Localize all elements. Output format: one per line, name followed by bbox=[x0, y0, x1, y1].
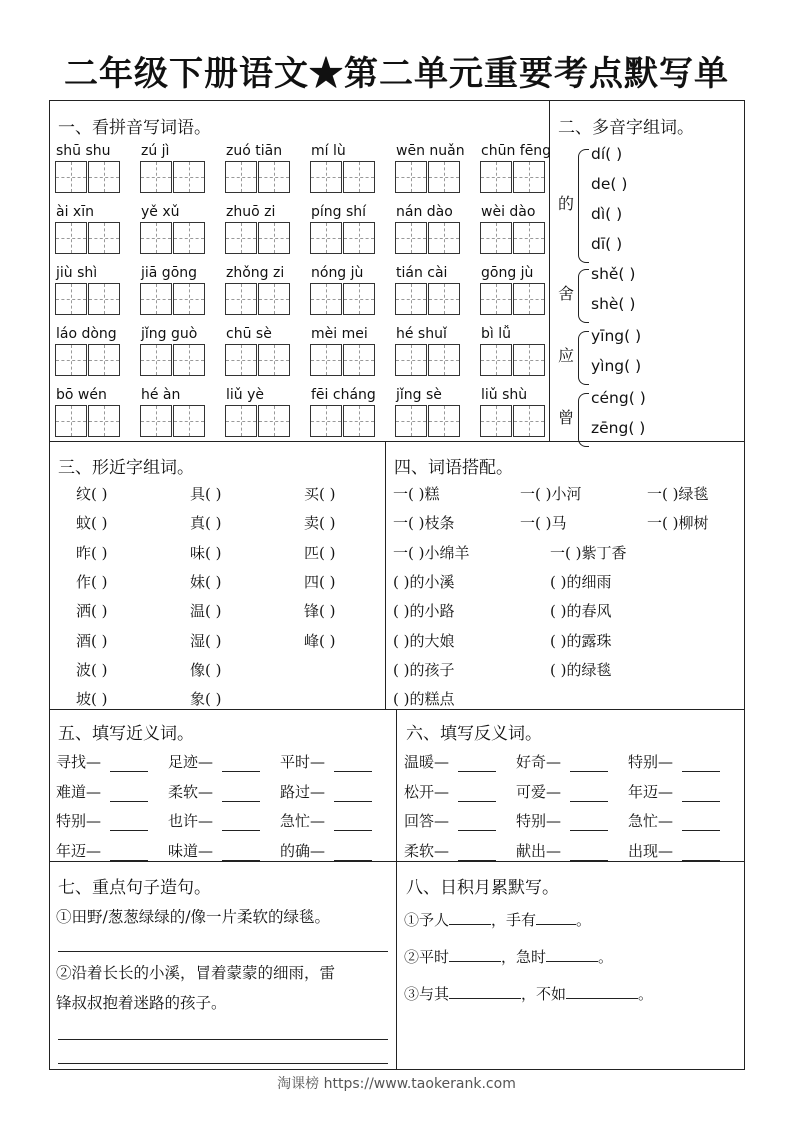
pinyin-label: yě xǔ bbox=[141, 204, 180, 220]
answer-blank bbox=[334, 771, 372, 772]
matching-item: 一( )紫丁香 bbox=[550, 543, 627, 562]
tianzige-box bbox=[310, 283, 342, 315]
tianzige-box bbox=[310, 405, 342, 437]
tianzige-box bbox=[88, 222, 120, 254]
divider bbox=[50, 861, 744, 862]
pinyin-label: zhǒng zi bbox=[226, 265, 285, 281]
section-4-heading: 四、词语搭配。 bbox=[394, 458, 513, 478]
similar-char-item: 湿( ) bbox=[190, 631, 222, 650]
similar-char-item: 作( ) bbox=[76, 572, 108, 591]
tianzige-box bbox=[310, 161, 342, 193]
word-prompt: 年迈— bbox=[56, 841, 102, 860]
tianzige-box bbox=[88, 161, 120, 193]
brace bbox=[578, 393, 589, 447]
worksheet-frame bbox=[49, 100, 745, 1070]
pinyin-label: tián cài bbox=[396, 265, 448, 281]
answer-blank bbox=[570, 801, 608, 802]
tianzige-box bbox=[258, 222, 290, 254]
pinyin-label: liǔ yè bbox=[226, 387, 265, 403]
pinyin-label: jǐng guò bbox=[141, 326, 198, 342]
tianzige-box bbox=[258, 405, 290, 437]
answer-blank bbox=[458, 830, 496, 831]
answer-blank bbox=[682, 771, 720, 772]
tianzige-box bbox=[395, 161, 427, 193]
word-prompt: 温暖— bbox=[404, 753, 450, 771]
sentence-prompt-1: ①田野/葱葱绿绿的/像一片柔软的绿毯。 bbox=[56, 908, 330, 926]
tianzige-box bbox=[343, 161, 375, 193]
section-6-heading: 六、填写反义词。 bbox=[406, 724, 542, 744]
word-prompt: 的确— bbox=[280, 841, 326, 860]
tianzige-box bbox=[480, 344, 512, 376]
tianzige-box bbox=[513, 405, 545, 437]
pinyin-label: wèi dào bbox=[481, 204, 536, 220]
word-prompt: 急忙— bbox=[628, 812, 674, 830]
tianzige-box bbox=[513, 222, 545, 254]
pinyin-label: jiù shì bbox=[56, 265, 98, 281]
tianzige-box bbox=[140, 283, 172, 315]
similar-char-item: 蚊( ) bbox=[76, 514, 108, 533]
polyphone-char: 舍 bbox=[558, 284, 575, 303]
pinyin-label: nán dào bbox=[396, 204, 453, 220]
tianzige-box bbox=[173, 222, 205, 254]
matching-item: ( )的露珠 bbox=[550, 631, 612, 650]
matching-item: ( )的绿毯 bbox=[550, 660, 612, 679]
tianzige-box bbox=[173, 161, 205, 193]
matching-item: ( )的小路 bbox=[393, 602, 455, 621]
tianzige-box bbox=[310, 344, 342, 376]
tianzige-box bbox=[480, 283, 512, 315]
similar-char-item: 昨( ) bbox=[76, 543, 108, 562]
word-prompt: 特别— bbox=[628, 753, 674, 771]
divider bbox=[385, 441, 386, 709]
section-5-heading: 五、填写近义词。 bbox=[58, 724, 194, 744]
pinyin-label: chū sè bbox=[226, 326, 272, 342]
tianzige-box bbox=[480, 405, 512, 437]
answer-blank bbox=[222, 830, 260, 831]
answer-blank bbox=[458, 801, 496, 802]
pinyin-label: zú jì bbox=[141, 143, 170, 159]
word-prompt: 献出— bbox=[516, 841, 562, 860]
word-prompt: 也许— bbox=[168, 812, 214, 830]
tianzige-box bbox=[258, 283, 290, 315]
answer-blank bbox=[334, 860, 372, 861]
brace bbox=[578, 331, 589, 385]
tianzige-box bbox=[395, 283, 427, 315]
polyphone-item: yìng( ) bbox=[591, 357, 642, 375]
matching-item: ( )的细雨 bbox=[550, 572, 612, 591]
answer-blank bbox=[458, 771, 496, 772]
tianzige-box bbox=[173, 344, 205, 376]
answer-blank bbox=[222, 771, 260, 772]
tianzige-box bbox=[258, 161, 290, 193]
tianzige-box bbox=[55, 283, 87, 315]
pinyin-label: chūn fēng bbox=[481, 143, 552, 159]
answer-blank bbox=[682, 860, 720, 861]
tianzige-box bbox=[225, 405, 257, 437]
similar-char-item: 像( ) bbox=[190, 660, 222, 679]
answer-blank bbox=[682, 830, 720, 831]
answer-blank bbox=[458, 860, 496, 861]
matching-item: 一( )枝条 bbox=[393, 514, 455, 533]
tianzige-box bbox=[513, 161, 545, 193]
polyphone-char: 的 bbox=[558, 194, 575, 213]
tianzige-box bbox=[173, 405, 205, 437]
pinyin-label: liǔ shù bbox=[481, 387, 528, 403]
tianzige-box bbox=[140, 222, 172, 254]
similar-char-item: 买( ) bbox=[304, 485, 336, 503]
pinyin-label: zuó tiān bbox=[226, 143, 283, 159]
pinyin-label: bì lǚ bbox=[481, 326, 511, 342]
tianzige-box bbox=[88, 344, 120, 376]
tianzige-box bbox=[395, 344, 427, 376]
matching-item: ( )的孩子 bbox=[393, 660, 455, 679]
similar-char-item: 锋( ) bbox=[304, 602, 336, 621]
pinyin-label: jiā gōng bbox=[141, 265, 198, 281]
matching-item: 一( )马 bbox=[520, 514, 567, 533]
answer-blank bbox=[334, 830, 372, 831]
word-prompt: 味道— bbox=[168, 841, 214, 860]
pinyin-label: nóng jù bbox=[311, 265, 364, 281]
tianzige-box bbox=[310, 222, 342, 254]
tianzige-box bbox=[343, 222, 375, 254]
pinyin-label: gōng jù bbox=[481, 265, 534, 281]
polyphone-item: dí( ) bbox=[591, 145, 623, 163]
brace bbox=[578, 149, 589, 263]
tianzige-box bbox=[55, 161, 87, 193]
section-3-heading: 三、形近字组词。 bbox=[58, 458, 194, 478]
section-1-heading: 一、看拼音写词语。 bbox=[58, 118, 211, 138]
matching-item: ( )的大娘 bbox=[393, 631, 455, 650]
word-prompt: 急忙— bbox=[280, 812, 326, 830]
polyphone-item: dì( ) bbox=[591, 205, 623, 223]
tianzige-box bbox=[55, 222, 87, 254]
similar-char-item: 洒( ) bbox=[76, 602, 108, 621]
divider bbox=[50, 441, 744, 442]
pinyin-label: jǐng sè bbox=[396, 387, 442, 403]
tianzige-box bbox=[428, 344, 460, 376]
similar-char-item: 坡( ) bbox=[76, 690, 108, 709]
polyphone-item: yīng( ) bbox=[591, 327, 642, 345]
tianzige-box bbox=[428, 283, 460, 315]
tianzige-box bbox=[225, 161, 257, 193]
word-prompt: 柔软— bbox=[404, 841, 450, 860]
tianzige-box bbox=[428, 161, 460, 193]
pinyin-label: hé àn bbox=[141, 387, 181, 403]
tianzige-box bbox=[343, 283, 375, 315]
matching-item: 一( )小绵羊 bbox=[393, 543, 470, 562]
section-2-heading: 二、多音字组词。 bbox=[558, 118, 694, 138]
answer-blank bbox=[110, 860, 148, 861]
word-prompt: 回答— bbox=[404, 812, 450, 830]
pinyin-label: píng shí bbox=[311, 204, 367, 220]
tianzige-box bbox=[225, 283, 257, 315]
tianzige-box bbox=[480, 161, 512, 193]
tianzige-box bbox=[428, 405, 460, 437]
pinyin-label: láo dòng bbox=[56, 326, 117, 342]
recite-line-3: ③与其 ，不如 。 bbox=[404, 985, 654, 1003]
similar-char-item: 峰( ) bbox=[304, 631, 336, 650]
word-prompt: 寻找— bbox=[56, 753, 102, 771]
polyphone-item: zēng( ) bbox=[591, 419, 646, 437]
similar-char-item: 四( ) bbox=[304, 572, 336, 591]
matching-item: ( )的小溪 bbox=[393, 572, 455, 591]
answer-blank bbox=[570, 771, 608, 772]
word-prompt: 平时— bbox=[280, 753, 326, 771]
tianzige-box bbox=[395, 405, 427, 437]
tianzige-box bbox=[88, 283, 120, 315]
matching-item: 一( )小河 bbox=[520, 485, 582, 503]
tianzige-box bbox=[258, 344, 290, 376]
similar-char-item: 味( ) bbox=[190, 543, 222, 562]
pinyin-label: shū shu bbox=[56, 143, 111, 159]
pinyin-label: mí lù bbox=[311, 143, 346, 159]
similar-char-item: 温( ) bbox=[190, 602, 222, 621]
tianzige-box bbox=[140, 405, 172, 437]
pinyin-label: ài xīn bbox=[56, 204, 94, 220]
word-prompt: 足迹— bbox=[168, 753, 214, 771]
answer-blank bbox=[682, 801, 720, 802]
section-7-heading: 七、重点句子造句。 bbox=[58, 878, 211, 898]
answer-blank bbox=[570, 860, 608, 861]
answer-blank bbox=[222, 860, 260, 861]
section-8-heading: 八、日积月累默写。 bbox=[406, 878, 559, 898]
tianzige-box bbox=[343, 344, 375, 376]
tianzige-box bbox=[343, 405, 375, 437]
word-prompt: 特别— bbox=[56, 812, 102, 830]
polyphone-item: de( ) bbox=[591, 175, 628, 193]
answer-blank bbox=[110, 801, 148, 802]
recite-line-2: ②平时 ，急时 。 bbox=[404, 948, 614, 966]
tianzige-box bbox=[480, 222, 512, 254]
similar-char-item: 匹( ) bbox=[304, 543, 336, 562]
similar-char-item: 象( ) bbox=[190, 690, 222, 709]
similar-char-item: 具( ) bbox=[190, 485, 222, 503]
pinyin-label: wēn nuǎn bbox=[396, 143, 465, 159]
word-prompt: 难道— bbox=[56, 782, 102, 801]
word-prompt: 好奇— bbox=[516, 753, 562, 771]
word-prompt: 柔软— bbox=[168, 782, 214, 801]
similar-char-item: 酒( ) bbox=[76, 631, 108, 650]
tianzige-box bbox=[513, 344, 545, 376]
tianzige-box bbox=[225, 344, 257, 376]
matching-item: ( )的春风 bbox=[550, 602, 612, 621]
pinyin-label: fēi cháng bbox=[311, 387, 376, 403]
polyphone-char: 应 bbox=[558, 346, 575, 365]
tianzige-box bbox=[225, 222, 257, 254]
word-prompt: 特别— bbox=[516, 812, 562, 830]
answer-blank bbox=[110, 771, 148, 772]
pinyin-label: zhuō zi bbox=[226, 204, 276, 220]
similar-char-item: 波( ) bbox=[76, 660, 108, 679]
word-prompt: 松开— bbox=[404, 782, 450, 801]
similar-char-item: 卖( ) bbox=[304, 514, 336, 533]
tianzige-box bbox=[55, 405, 87, 437]
matching-item: 一( )绿毯 bbox=[647, 485, 709, 503]
polyphone-item: dī( ) bbox=[591, 235, 623, 253]
answer-blank bbox=[110, 830, 148, 831]
polyphone-item: shě( ) bbox=[591, 265, 636, 283]
pinyin-label: bō wén bbox=[56, 387, 107, 403]
polyphone-char: 曾 bbox=[558, 408, 575, 427]
similar-char-item: 纹( ) bbox=[76, 485, 108, 503]
answer-line bbox=[58, 951, 388, 952]
footer-source: 淘课榜 https://www.taokerank.com bbox=[277, 1076, 516, 1092]
answer-line bbox=[58, 1039, 388, 1040]
divider bbox=[396, 709, 397, 1069]
tianzige-box bbox=[395, 222, 427, 254]
word-prompt: 路过— bbox=[280, 782, 326, 801]
word-prompt: 可爱— bbox=[516, 782, 562, 801]
answer-line bbox=[58, 1063, 388, 1064]
tianzige-box bbox=[173, 283, 205, 315]
tianzige-box bbox=[140, 344, 172, 376]
polyphone-item: céng( ) bbox=[591, 389, 646, 407]
brace bbox=[578, 269, 589, 323]
matching-item: 一( )柳树 bbox=[647, 514, 709, 533]
polyphone-item: shè( ) bbox=[591, 295, 636, 313]
pinyin-label: mèi mei bbox=[311, 326, 368, 342]
answer-blank bbox=[570, 830, 608, 831]
tianzige-box bbox=[140, 161, 172, 193]
word-prompt: 出现— bbox=[628, 841, 674, 860]
similar-char-item: 妹( ) bbox=[190, 572, 222, 591]
pinyin-label: hé shuǐ bbox=[396, 326, 447, 342]
matching-item: ( )的糕点 bbox=[393, 690, 455, 709]
answer-blank bbox=[222, 801, 260, 802]
page-title: 二年级下册语文★第二单元重要考点默写单 bbox=[64, 54, 729, 94]
matching-item: 一( )糕 bbox=[393, 485, 440, 503]
tianzige-box bbox=[428, 222, 460, 254]
divider bbox=[50, 709, 744, 710]
sentence-prompt-2-cont: 锋叔叔抱着迷路的孩子。 bbox=[56, 994, 227, 1012]
sentence-prompt-2: ②沿着长长的小溪，冒着蒙蒙的细雨，雷 bbox=[56, 964, 336, 982]
word-prompt: 年迈— bbox=[628, 782, 674, 801]
recite-line-1: ①予人 ，手有 。 bbox=[404, 911, 592, 929]
answer-blank bbox=[334, 801, 372, 802]
tianzige-box bbox=[513, 283, 545, 315]
similar-char-item: 真( ) bbox=[190, 514, 222, 533]
tianzige-box bbox=[55, 344, 87, 376]
tianzige-box bbox=[88, 405, 120, 437]
